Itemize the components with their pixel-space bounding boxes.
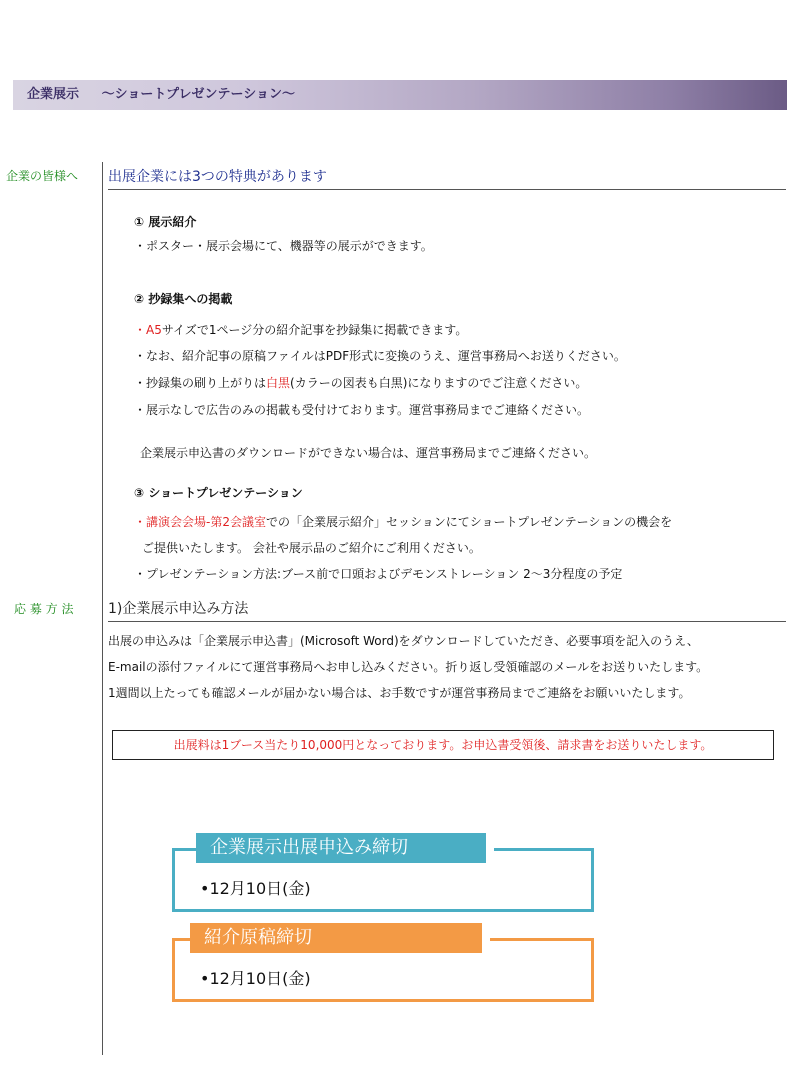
sidebar-label-to-companies: 企業の皆様へ — [6, 169, 79, 183]
fee-notice-text: 出展料は1ブース当たり10,000円となっております。お申込書受領後、請求書をお送りいたします。 — [173, 738, 713, 752]
benefit-2-line-1-text: サイズで1ページ分の紹介記事を抄録集に掲載できます。 — [161, 323, 468, 337]
deadline-box-top-edge — [490, 938, 594, 941]
benefit-2-line-2: ・なお、紹介記事の原稿ファイルはPDF形式に変換のうえ、運営事務局へお送りください。 — [134, 349, 626, 363]
bullet: ・ — [134, 515, 147, 529]
monochrome-highlight: 白黒 — [266, 376, 291, 390]
benefit-1-line-1: ・ポスター・展示会場にて、機器等の展示ができます。 — [134, 239, 433, 253]
application-heading: 1)企業展示申込み方法 — [108, 598, 786, 622]
benefit-2-line-3-b: (カラーの図表も白黒)になりますのでご注意ください。 — [290, 376, 588, 390]
benefit-3-title: ③ ショートプレゼンテーション — [134, 486, 303, 500]
vertical-divider — [102, 162, 103, 1055]
benefit-2-line-1 — [134, 321, 467, 338]
sidebar-label-apply-method: 応 募 方 法 — [14, 602, 74, 616]
deadline-date-application: •12月10日(金) — [200, 879, 311, 898]
deadline-box-top-edge — [172, 848, 196, 851]
section-header-bar — [13, 80, 787, 110]
deadline-label-manuscript: 紹介原稿締切 — [190, 923, 482, 953]
benefit-3-line-3: ・プレゼンテーション方法:ブース前で口頭およびデモンストレーション 2～3分程度の予定 — [134, 567, 623, 581]
application-paragraph-line-1: 出展の申込みは「企業展示申込書」(Microsoft Word)をダウンロードしていただき、必要事項を記入のうえ、 — [108, 634, 699, 648]
application-paragraph-line-3: 1週間以上たっても確認メールが届かない場合は、お手数ですが運営事務局までご連絡をお願いいたします。 — [108, 686, 691, 700]
benefit-2-title: ② 抄録集への掲載 — [134, 292, 233, 306]
deadline-box-top-edge — [494, 848, 594, 851]
benefit-3-line-2: ご提供いたします。 会社や展示品のご紹介にご利用ください。 — [142, 541, 481, 555]
benefit-2-line-3-a: ・抄録集の刷り上がりは — [134, 376, 267, 390]
bullet: ・ — [134, 323, 147, 337]
paper-size-highlight: A5 — [146, 323, 162, 337]
header-title: 企業展示 — [27, 87, 80, 102]
deadline-date-manuscript: •12月10日(金) — [200, 969, 311, 988]
benefit-2-line-3 — [134, 374, 587, 391]
deadline-box-top-edge — [172, 938, 190, 941]
deadline-label-application: 企業展示出展申込み締切 — [196, 833, 486, 863]
header-subtitle: ～ショートプレゼンテーション～ — [101, 87, 295, 102]
download-note: 企業展示申込書のダウンロードができない場合は、運営事務局までご連絡ください。 — [140, 446, 597, 460]
fee-notice-box — [112, 730, 774, 760]
benefit-1-title: ① 展示紹介 — [134, 215, 197, 229]
application-paragraph-line-2: E-mailの添付ファイルにて運営事務局へお申し込みください。折り返し受領確認のメールをお送りいたします。 — [108, 660, 709, 674]
benefits-heading: 出展企業には3つの特典があります — [108, 166, 786, 190]
benefit-3-line-1-text: での「企業展示紹介」セッションにてショートプレゼンテーションの機会を — [265, 515, 673, 529]
benefit-2-line-4: ・展示なしで広告のみの掲載も受付けております。運営事務局までご連絡ください。 — [134, 403, 590, 417]
benefit-3-line-1 — [134, 513, 672, 530]
venue-highlight: 講演会会場-第2会議室 — [146, 515, 266, 529]
